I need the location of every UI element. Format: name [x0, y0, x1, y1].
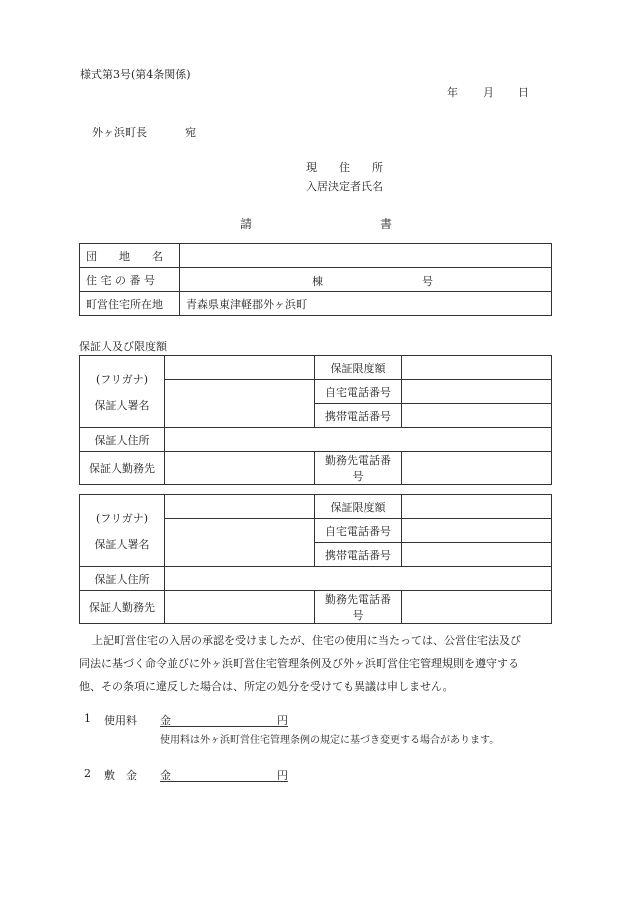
guarantor-section-title: 保証人及び限度額	[79, 340, 167, 353]
guarantor-signature-field[interactable]	[165, 519, 315, 567]
applicant-address-label: 現 住 所	[306, 161, 383, 174]
table-row	[80, 591, 552, 624]
table-row	[80, 356, 552, 380]
table-row	[80, 495, 552, 519]
date-day-label: 日	[518, 86, 529, 99]
housing-location-value: 青森県東津軽郡外ヶ浜町	[180, 292, 552, 316]
item-1-number: 1	[84, 712, 91, 725]
deposit-amount-field[interactable]	[160, 767, 288, 782]
form-number: 様式第3号(第4条関係)	[80, 68, 191, 81]
room-unit-label: 号	[422, 275, 433, 288]
rent-unit-label: 円	[277, 714, 288, 727]
mobile-phone-label: 携帯電話番号	[315, 543, 402, 567]
document-title-left: 請	[240, 217, 253, 231]
limit-field[interactable]	[402, 356, 552, 380]
guarantor-address-field[interactable]	[165, 428, 552, 452]
table-row	[80, 292, 552, 316]
guarantor-name-label-cell	[80, 495, 165, 567]
home-phone-label: 自宅電話番号	[315, 380, 402, 404]
work-phone-label: 勤務先電話番号	[315, 452, 402, 485]
guarantor-name-label: 保証人署名	[94, 537, 150, 551]
building-unit-label: 棟	[312, 275, 323, 288]
guarantor-address-field[interactable]	[165, 567, 552, 591]
table-row	[80, 567, 552, 591]
home-phone-label: 自宅電話番号	[315, 519, 402, 543]
table-row	[80, 268, 552, 292]
deposit-unit-label: 円	[277, 769, 288, 782]
guarantor-table-2	[79, 494, 552, 624]
date-month-label: 月	[483, 86, 494, 99]
table-row	[80, 244, 552, 268]
guarantor-name-label-cell	[80, 356, 165, 428]
guarantor-name-label: 保証人署名	[94, 398, 150, 412]
applicant-name-label: 入居決定者氏名	[306, 180, 383, 193]
housing-complex-value[interactable]	[180, 244, 552, 268]
rent-note: 使用料は外ヶ浜町営住宅管理条例の規定に基づき変更する場合があります。	[160, 735, 500, 746]
mobile-phone-label: 携帯電話番号	[315, 404, 402, 428]
table-row	[80, 452, 552, 485]
home-phone-field[interactable]	[402, 380, 552, 404]
work-phone-field[interactable]	[402, 452, 552, 485]
body-text-line-3: 他、その条項に違反した場合は、所定の処分を受けても異議は申しません。	[79, 680, 454, 693]
guarantor-workplace-field[interactable]	[165, 591, 315, 624]
furigana-label: (フリガナ)	[95, 511, 149, 525]
guarantor-workplace-label: 保証人勤務先	[80, 591, 165, 624]
furigana-field[interactable]	[165, 495, 315, 519]
housing-location-label: 町営住宅所在地	[80, 292, 180, 316]
mobile-phone-field[interactable]	[402, 404, 552, 428]
item-2-label: 敷 金	[104, 769, 137, 782]
addressee-suffix: 宛	[185, 126, 196, 139]
guarantor-signature-field[interactable]	[165, 380, 315, 428]
addressee: 外ヶ浜町長	[92, 126, 147, 139]
guarantor-address-label: 保証人住所	[80, 428, 165, 452]
housing-number-label: 住 宅 の 番 号	[80, 268, 180, 292]
limit-field[interactable]	[402, 495, 552, 519]
table-row	[80, 428, 552, 452]
deposit-currency-label: 金	[160, 769, 171, 782]
body-text-line-1: 上記町営住宅の入居の承認を受けましたが、住宅の使用に当たっては、公営住宅法及び	[92, 634, 521, 647]
housing-table	[79, 243, 552, 316]
item-1-label: 使用料	[104, 714, 137, 727]
work-phone-field[interactable]	[402, 591, 552, 624]
housing-complex-label: 団 地 名	[80, 244, 180, 268]
limit-label: 保証限度額	[315, 495, 402, 519]
limit-label: 保証限度額	[315, 356, 402, 380]
work-phone-label: 勤務先電話番号	[315, 591, 402, 624]
rent-amount-field[interactable]	[160, 712, 288, 727]
guarantor-table-1	[79, 355, 552, 485]
furigana-field[interactable]	[165, 356, 315, 380]
rent-currency-label: 金	[160, 714, 171, 727]
mobile-phone-field[interactable]	[402, 543, 552, 567]
body-text-line-2: 同法に基づく命令並びに外ヶ浜町営住宅管理条例及び外ヶ浜町営住宅管理規則を遵守する	[79, 657, 519, 670]
guarantor-workplace-label: 保証人勤務先	[80, 452, 165, 485]
document-title-right: 書	[380, 217, 393, 231]
date-year-label: 年	[447, 86, 458, 99]
guarantor-workplace-field[interactable]	[165, 452, 315, 485]
furigana-label: (フリガナ)	[95, 372, 149, 386]
housing-number-value[interactable]	[180, 268, 552, 292]
home-phone-field[interactable]	[402, 519, 552, 543]
item-2-number: 2	[84, 767, 91, 780]
guarantor-address-label: 保証人住所	[80, 567, 165, 591]
